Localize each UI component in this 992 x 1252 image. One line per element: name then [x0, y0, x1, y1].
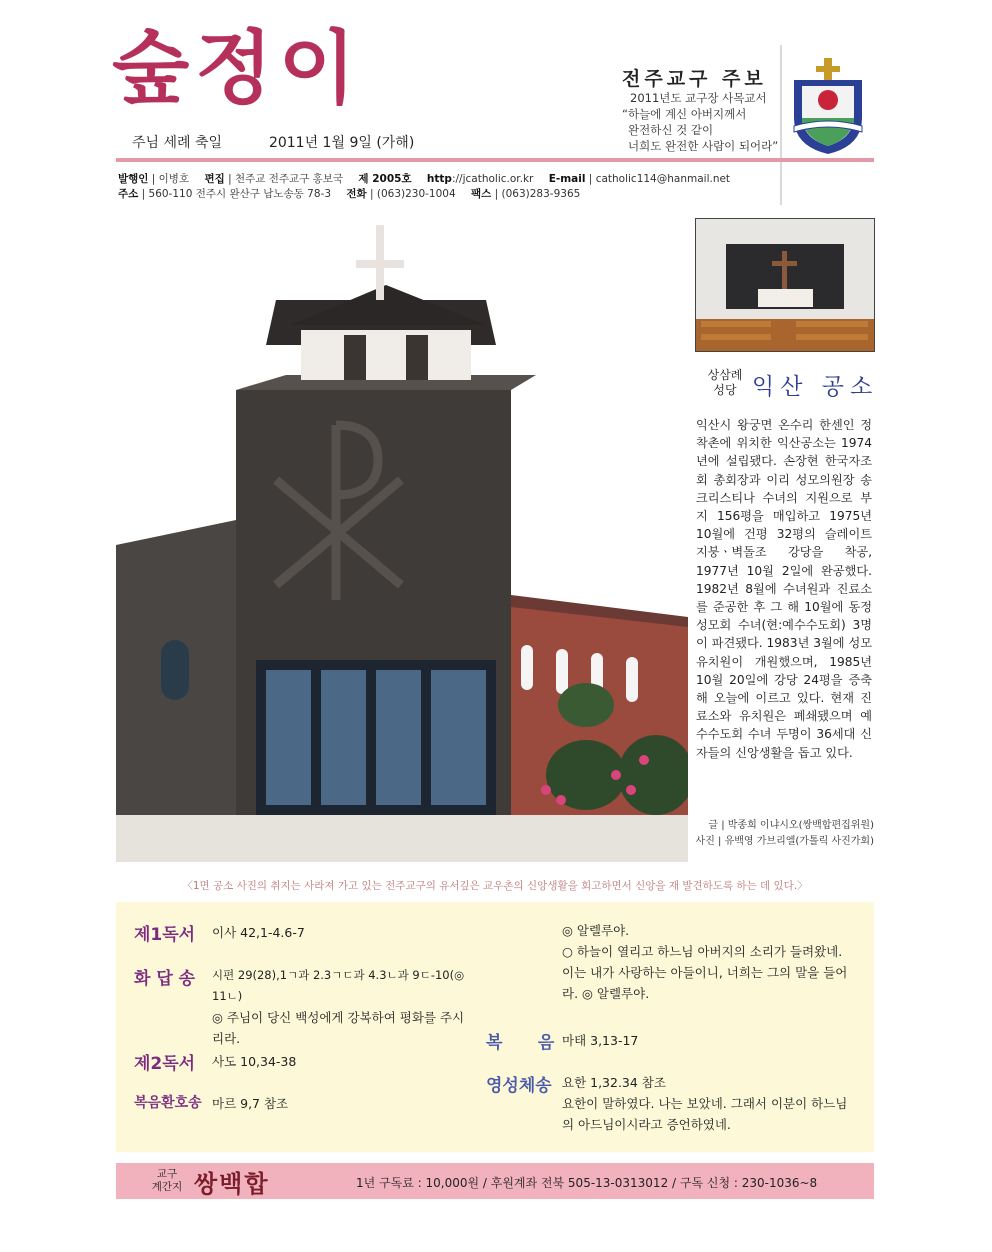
email-label: E-mail	[548, 173, 586, 185]
homepage-link[interactable]: //jcatholic.or.kr	[455, 173, 534, 185]
first-reading-text: 이사 42,1-4.6-7	[212, 925, 305, 940]
church-photo	[116, 215, 688, 862]
second-reading-label: 제2독서	[134, 1054, 196, 1074]
gospel-label: 복 음	[486, 1033, 555, 1053]
bulletin-name: 전주교구 주보	[622, 68, 767, 90]
homepage-label: http	[426, 173, 452, 185]
feast-name: 주님 세례 축일	[132, 135, 223, 151]
diocese-crest-icon	[788, 56, 868, 156]
feature-body: 익산시 왕궁면 온수리 한센인 정착촌에 위치한 익산공소는 1974년에 설립됐다. 손장현 한국자조회 총회장과 이리 성모의원장 송 크리스티나 수녀의 지원으로 부지 156평을 매입하고 1975년 10월에 건평 32평의 슬레이트 지붕ㆍ벽돌조 강당을 착공, 1977년 10월 2일에 완공했다. 1982년 8월에 수녀원과 진료소를 준공한 후 그 해 10월에 동정성모회 수녀(현:예수수도회) 3명이 파견됐다. 1983년 3월에 성모유치원이 개원했으며, 1985년 10월 20일에 강당 24평을 증축해 오늘에 이르고 있다. 현재 진료소와 유치원은 폐쇄됐으며 예수수도회 수녀 두명이 36세대 신자들의 신앙생활을 돕고 있다.	[696, 418, 872, 760]
editor-name: 천주교 전주교구 홍보국	[234, 173, 344, 185]
footer-subtitle	[146, 1168, 188, 1194]
feature-title: 익산 공소	[752, 374, 879, 400]
publisher-name: 이병호	[158, 173, 190, 185]
readings-box	[116, 902, 874, 1152]
psalm-reference: 시편 29(28),1ㄱ과 2.3ㄱㄷ과 4.3ㄴ과 9ㄷ-10(◎ 11ㄴ)	[212, 968, 465, 1003]
address-text: 560-110 전주시 완산구 남노송동 78-3	[148, 188, 331, 200]
acclamation-text: 마르 9,7 참조	[212, 1096, 289, 1111]
feature-tag-line: 상삼례	[707, 368, 743, 382]
publisher-label: 발행인	[118, 173, 149, 185]
issue-date: 2011년 1월 9일 (가해)	[268, 135, 415, 151]
feature-tag	[704, 368, 746, 398]
first-reading-label: 제1독서	[134, 925, 196, 945]
address-info: 주소 | 560-110 전주시 완산구 남노송동 78-3 전화 | (063)230-1004 팩스 | (063)283-9365	[118, 188, 581, 200]
address-label: 주소	[118, 188, 139, 200]
editor-label: 편집	[204, 173, 225, 185]
motto-line: 2011년도 교구장 사목교서	[630, 91, 767, 105]
acclamation-label: 복음환호송	[134, 1095, 202, 1111]
fax-label: 팩스	[471, 188, 492, 200]
subscription-info: 1년 구독료 : 10,000원 / 후원계좌 전북 505-13-0313012 / 구독 신청 : 230-1036~8	[356, 1176, 818, 1190]
communion-verse: 요한이 말하였다. 나는 보았네. 그래서 이분이 하느님의 아드님이시라고 증언하였네.	[562, 1096, 848, 1132]
motto-line: 너희도 완전한 사람이 되어라”	[628, 139, 779, 153]
phone-number: (063)230-1004	[376, 188, 456, 200]
email-link[interactable]: catholic114@hanmail.net	[595, 173, 731, 185]
communion-block	[562, 1072, 858, 1135]
header-rule	[116, 158, 874, 162]
photographer-credit: 사진 | 유백영 가브리엘(가톨릭 사진가회)	[695, 836, 874, 847]
pastoral-motto	[622, 90, 778, 154]
photo-caption: 〈1면 공소 사진의 취지는 사라져 가고 있는 전주교구의 유서깊은 교우촌의 신앙생활을 회고하면서 신앙을 재 발견하도록 하는 데 있다.〉	[182, 880, 808, 892]
feast-line	[132, 132, 414, 152]
psalm-response: ◎ 주님이 당신 백성에게 강복하여 평화를 주시리라.	[212, 1010, 465, 1046]
communion-label: 영성체송	[486, 1076, 552, 1096]
footer-sub-line: 계간지	[151, 1181, 183, 1193]
alleluia-verse: ○ 하늘이 열리고 하느님 아버지의 소리가 들려왔네. 이는 내가 사랑하는 아들이니, 너희는 그의 말을 들어라. ◎ 알렐루야.	[562, 944, 848, 1001]
motto-line: 완전하신 것 같이	[628, 123, 714, 137]
issue-number: 제 2005호	[358, 173, 412, 185]
footer-sub-line: 교구	[156, 1168, 178, 1180]
publisher-info: 발행인 | 이병호 편집 | 천주교 전주교구 홍보국 제 2005호 http://jcatholic.or.kr E-mail | catholic114@hanmail.net	[118, 173, 731, 185]
alleluia: ◎ 알렐루야.	[562, 923, 630, 938]
communion-reference: 요한 1,32.34 참조	[562, 1075, 666, 1090]
gospel-text: 마태 3,13-17	[562, 1033, 639, 1048]
feature-tag-line: 성당	[713, 383, 737, 397]
masthead-title: 숲정이	[112, 21, 362, 115]
psalm-label: 화 답 송	[134, 969, 196, 989]
second-reading-text: 사도 10,34-38	[212, 1054, 297, 1069]
vertical-divider	[780, 45, 782, 205]
alleluia-block	[562, 920, 858, 1004]
writer-credit: 글 | 박종희 이냐시오(쌍백합편집위원)	[708, 820, 874, 831]
interior-photo	[695, 218, 875, 352]
motto-line: “하늘에 계신 아버지께서	[622, 107, 747, 121]
fax-number: (063)283-9365	[501, 188, 581, 200]
footer-magazine-title: 쌍백합	[194, 1169, 270, 1198]
phone-label: 전화	[346, 188, 367, 200]
psalm-text	[212, 965, 472, 1049]
